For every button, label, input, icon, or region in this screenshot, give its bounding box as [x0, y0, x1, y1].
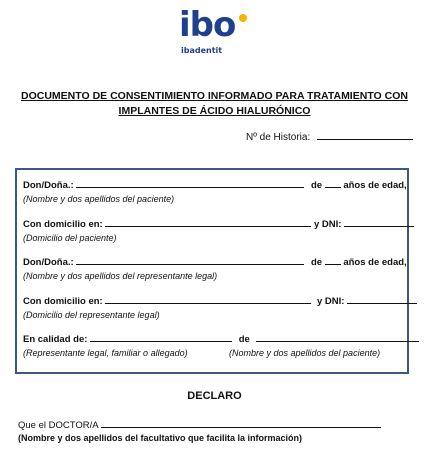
dom1-dni-line[interactable]: [344, 217, 414, 227]
don1-label: Don/Doña.:: [23, 180, 74, 191]
dom2-address-line[interactable]: [105, 294, 311, 304]
dom1-hint: (Domicilio del paciente): [23, 233, 117, 243]
dom1-dni: y DNI:: [313, 219, 342, 230]
don2-hint: (Nombre y dos apellidos del representante legal): [23, 271, 218, 281]
ibo-logo: [179, 5, 253, 60]
dom2-row: [23, 294, 417, 307]
don2-de: de: [310, 257, 323, 268]
don2-edad: años de edad,: [343, 257, 407, 268]
dom2-label: Con domicilio en:: [23, 296, 103, 307]
dom2-hint: (Domicilio del representante legal): [23, 310, 160, 320]
patient-form-box: [15, 168, 409, 374]
dom2-dni-line[interactable]: [347, 294, 417, 304]
dom1-row: [23, 217, 414, 230]
logo-subtitle: ibadentit: [181, 46, 223, 55]
historia-label: Nº de Historia:: [246, 132, 311, 143]
document-title-line2: IMPLANTES DE ÁCIDO HIALURÓNICO: [118, 105, 311, 117]
don2-age-line[interactable]: [325, 255, 341, 265]
don1-edad: años de edad,: [343, 180, 407, 191]
document-title-line1: DOCUMENTO DE CONSENTIMIENTO INFORMADO PARA TRATAMIENTO CON: [21, 90, 408, 102]
doctor-name-line[interactable]: [101, 418, 381, 428]
calidad-patient-line[interactable]: [256, 332, 419, 342]
don1-hint: (Nombre y dos apellidos del paciente): [23, 194, 175, 204]
dom1-address-line[interactable]: [105, 217, 311, 227]
calidad-hint-patient: (Nombre y dos apellidos del paciente): [229, 348, 381, 358]
don1-de: de: [310, 180, 323, 191]
declaro-heading: DECLARO: [187, 390, 242, 402]
dom1-label: Con domicilio en:: [23, 219, 103, 230]
don1-name-line[interactable]: [76, 178, 304, 188]
calidad-hint-relation: (Representante legal, familiar o allegado): [23, 348, 188, 358]
don1-age-line[interactable]: [325, 178, 341, 188]
doctor-row: [18, 418, 381, 431]
doctor-hint: (Nombre y dos apellidos del facultativo que facilita la información): [18, 433, 303, 443]
don1-row: [23, 178, 407, 191]
historia-field: [246, 130, 413, 143]
doctor-label: Que el DOCTOR/A: [18, 420, 99, 431]
logo-dot-icon: [239, 14, 247, 22]
don2-row: [23, 255, 407, 268]
don2-label: Don/Doña.:: [23, 257, 74, 268]
calidad-label: En calidad de:: [23, 334, 88, 345]
calidad-relation-line[interactable]: [90, 332, 232, 342]
historia-input-line[interactable]: [317, 130, 413, 140]
logo-wordmark: ibo: [179, 5, 236, 45]
don2-name-line[interactable]: [76, 255, 304, 265]
calidad-row: [23, 332, 419, 345]
dom2-dni: y DNI:: [316, 296, 345, 307]
calidad-de: de: [238, 334, 250, 345]
